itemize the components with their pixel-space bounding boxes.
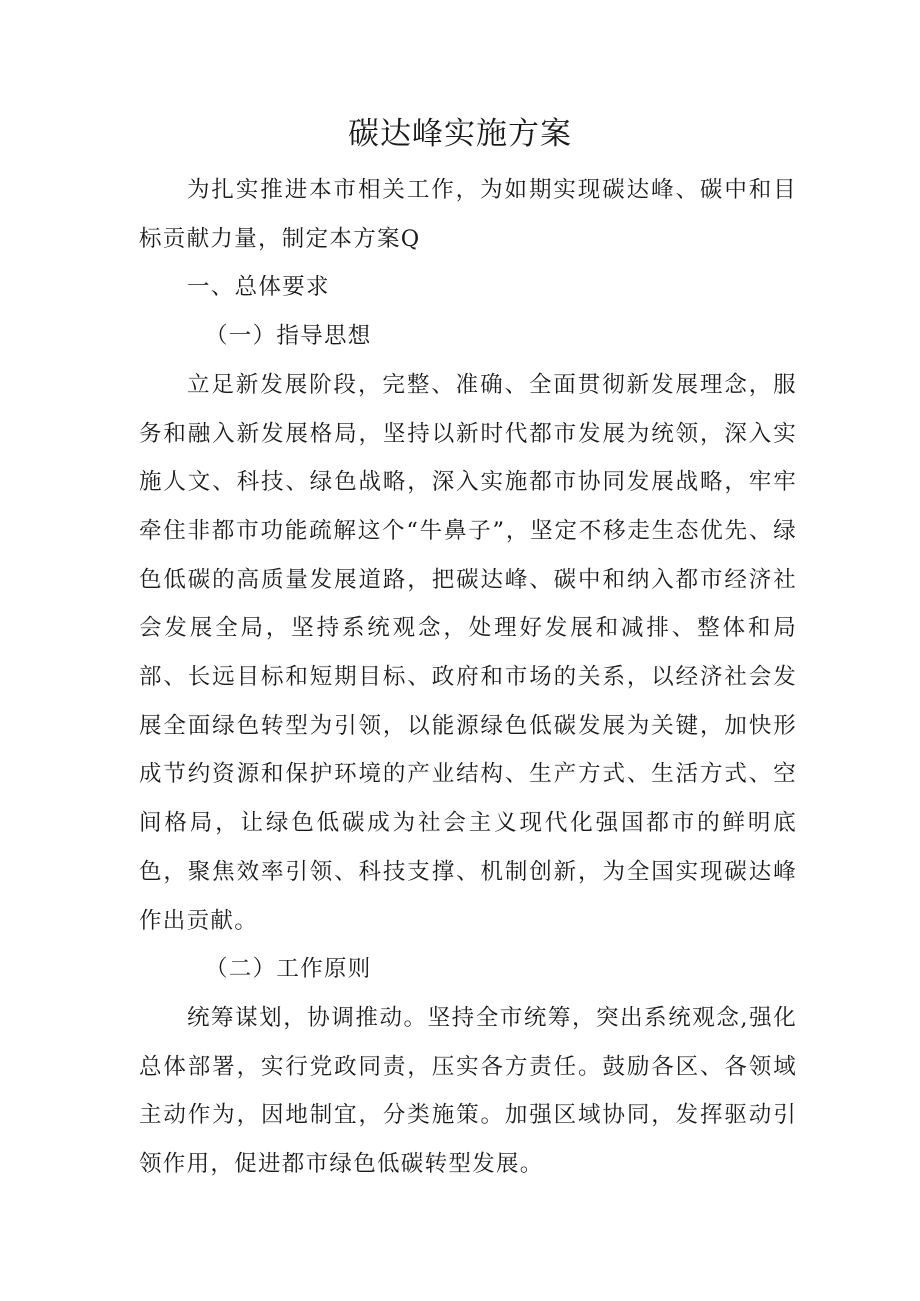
document-title: 碳达峰实施方案 [348,116,572,152]
guiding-thought-paragraph: 立足新发展阶段，完整、准确、全面贯彻新发展理念，服务和融入新发展格局，坚持以新时代都市发展为统领，深入实施人文、科技、绿色战略，深入实施都市协同发展战略，牢牢牵住非都市功能疏解这个“牛鼻子”，坚定不移走生态优先、绿色低碳的高质量发展道路，把碳达峰、碳中和纳入都市经济社会发展全局，坚持系统观念，处理好发展和减排、整体和局部、长远目标和短期目标、政府和市场的关系，以经济社会发展全面绿色转型为引领，以能源绿色低碳发展为关键，加快形成节约资源和保护环境的产业结构、生产方式、生活方式、空间格局，让绿色低碳成为社会主义现代化强国都市的鲜明底色，聚焦效率引领、科技支撑、机制创新，为全国实现碳达峰作出贡献。 [139,371,797,934]
intro-paragraph: 为扎实推进本市相关工作，为如期实现碳达峰、碳中和目标贡献力量，制定本方案Q [139,177,797,252]
section-heading-general-requirements: 一、总体要求 [187,274,330,301]
subsection-heading-work-principles: （二）工作原则 [205,956,372,983]
subsection-heading-guiding-thought: （一）指导思想 [205,323,372,350]
work-principles-paragraph: 统筹谋划，协调推动。坚持全市统筹，突出系统观念,强化总体部署，实行党政同责，压实各方责任。鼓励各区、各领域主动作为，因地制宜，分类施策。加强区域协同，发挥驱动引领作用，促进都市绿色低碳转型发展。 [139,1004,797,1178]
document-body [139,166,797,1189]
